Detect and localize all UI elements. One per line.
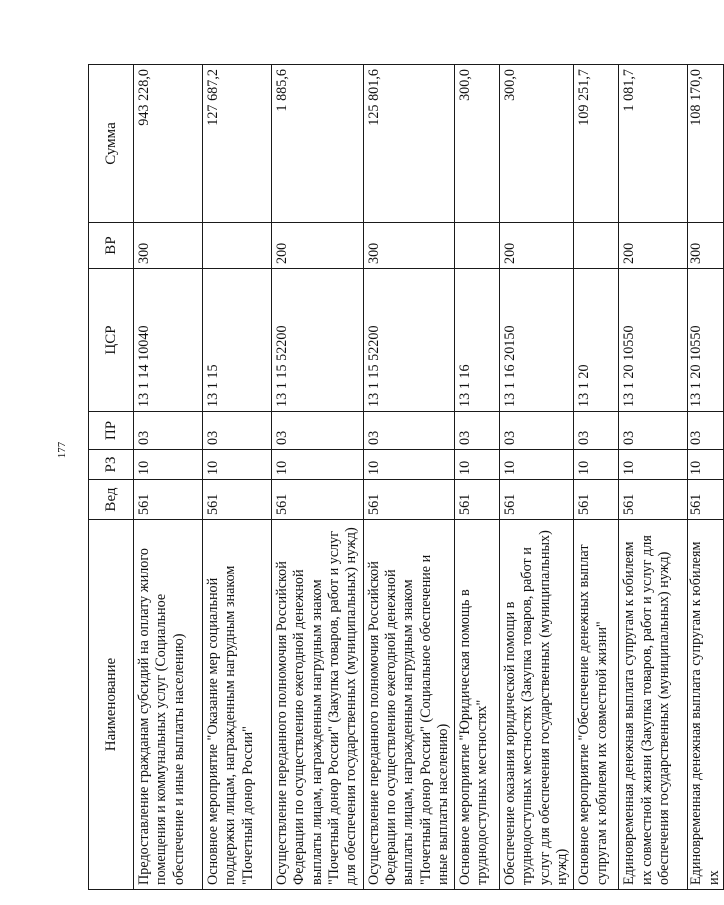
- table-header-row: [89, 65, 134, 890]
- table-row: [455, 65, 500, 890]
- cell-vr: 300: [688, 223, 724, 269]
- cell-pr: 03: [500, 412, 574, 450]
- table-row: [134, 65, 203, 890]
- cell-name: Основное мероприятие "Юридическая помощь в труднодоступных местностях": [455, 520, 500, 890]
- cell-csr: 13 1 15: [203, 269, 272, 412]
- cell-csr: 13 1 16 20150: [500, 269, 574, 412]
- cell-pr: 03: [574, 412, 619, 450]
- cell-sum: 127 687,2: [203, 65, 272, 223]
- table-row: [203, 65, 272, 890]
- cell-vr: 200: [500, 223, 574, 269]
- header-name: Наименование: [89, 520, 134, 890]
- cell-ved: 561: [574, 480, 619, 520]
- cell-vr: 200: [619, 223, 688, 269]
- cell-sum: 1 885,6: [272, 65, 364, 223]
- cell-vr: 300: [363, 223, 455, 269]
- table-row: [574, 65, 619, 890]
- table-row: [272, 65, 364, 890]
- header-ved: Вед: [89, 480, 134, 520]
- cell-ved: 561: [203, 480, 272, 520]
- cell-ved: 561: [455, 480, 500, 520]
- header-sum: Сумма: [89, 65, 134, 223]
- cell-pr: 03: [455, 412, 500, 450]
- cell-csr: 13 1 16: [455, 269, 500, 412]
- table-row: [619, 65, 688, 890]
- table-row: [688, 65, 724, 890]
- cell-sum: 125 801,6: [363, 65, 455, 223]
- cell-ved: 561: [688, 480, 724, 520]
- cell-vr: 200: [272, 223, 364, 269]
- cell-sum: 109 251,7: [574, 65, 619, 223]
- cell-name: Осуществление переданного полномочия Российской Федерации по осуществлению ежегодной денежной выплаты лицам, награжденным нагрудным знаком "Почетный донор России" (Закупка товаров, работ и услуг для обеспечения государственных (муниципальных) нужд): [272, 520, 364, 890]
- cell-rz: 10: [574, 450, 619, 480]
- cell-rz: 10: [455, 450, 500, 480]
- header-rz: РЗ: [89, 450, 134, 480]
- cell-vr: 300: [134, 223, 203, 269]
- cell-pr: 03: [272, 412, 364, 450]
- cell-name: Основное мероприятие "Оказание мер социальной поддержки лицам, награжденным нагрудным знаком "Почетный донор России": [203, 520, 272, 890]
- cell-csr: 13 1 14 10040: [134, 269, 203, 412]
- cell-pr: 03: [619, 412, 688, 450]
- cell-rz: 10: [688, 450, 724, 480]
- cell-name: Единовременная денежная выплата супругам к юбилеям их: [688, 520, 724, 890]
- cell-ved: 561: [272, 480, 364, 520]
- cell-csr: 13 1 20 10550: [619, 269, 688, 412]
- cell-pr: 03: [203, 412, 272, 450]
- cell-name: Предоставление гражданам субсидий на оплату жилого помещения и коммунальных услуг (Социальное обеспечение и иные выплаты населению): [134, 520, 203, 890]
- rotated-page-content: [88, 65, 722, 890]
- header-pr: ПР: [89, 412, 134, 450]
- cell-rz: 10: [500, 450, 574, 480]
- table-row: [363, 65, 455, 890]
- cell-ved: 561: [134, 480, 203, 520]
- cell-vr: [455, 223, 500, 269]
- cell-csr: 13 1 15 52200: [363, 269, 455, 412]
- cell-csr: 13 1 15 52200: [272, 269, 364, 412]
- cell-pr: 03: [688, 412, 724, 450]
- cell-name: Осуществление переданного полномочия Российской Федерации по осуществлению ежегодной денежной выплаты лицам, награжденным нагрудным знаком "Почетный донор России" (Социальное обеспечение и иные выплаты населению): [363, 520, 455, 890]
- cell-rz: 10: [272, 450, 364, 480]
- cell-rz: 10: [134, 450, 203, 480]
- cell-vr: [203, 223, 272, 269]
- cell-name: Основное мероприятие "Обеспечение денежных выплат супругам к юбилеям их совместной жизни": [574, 520, 619, 890]
- cell-pr: 03: [134, 412, 203, 450]
- table-row: [500, 65, 574, 890]
- cell-rz: 10: [619, 450, 688, 480]
- cell-rz: 10: [363, 450, 455, 480]
- cell-ved: 561: [619, 480, 688, 520]
- cell-csr: 13 1 20: [574, 269, 619, 412]
- cell-ved: 561: [363, 480, 455, 520]
- page-number: 177: [56, 441, 68, 459]
- cell-csr: 13 1 20 10550: [688, 269, 724, 412]
- cell-rz: 10: [203, 450, 272, 480]
- cell-sum: 1 081,7: [619, 65, 688, 223]
- cell-pr: 03: [363, 412, 455, 450]
- budget-table: [88, 64, 724, 890]
- cell-name: Обеспечение оказания юридической помощи в труднодоступных местностях (Закупка товаров, работ и услуг для обеспечения государственных (муниципальных) нужд): [500, 520, 574, 890]
- cell-vr: [574, 223, 619, 269]
- cell-sum: 300,0: [500, 65, 574, 223]
- header-vr: ВР: [89, 223, 134, 269]
- cell-sum: 300,0: [455, 65, 500, 223]
- header-csr: ЦСР: [89, 269, 134, 412]
- cell-name: Единовременная денежная выплата супругам к юбилеям их совместной жизни (Закупка товаров, работ и услуг для обеспечения государственных (муниципальных) нужд): [619, 520, 688, 890]
- cell-sum: 108 170,0: [688, 65, 724, 223]
- cell-sum: 943 228,0: [134, 65, 203, 223]
- cell-ved: 561: [500, 480, 574, 520]
